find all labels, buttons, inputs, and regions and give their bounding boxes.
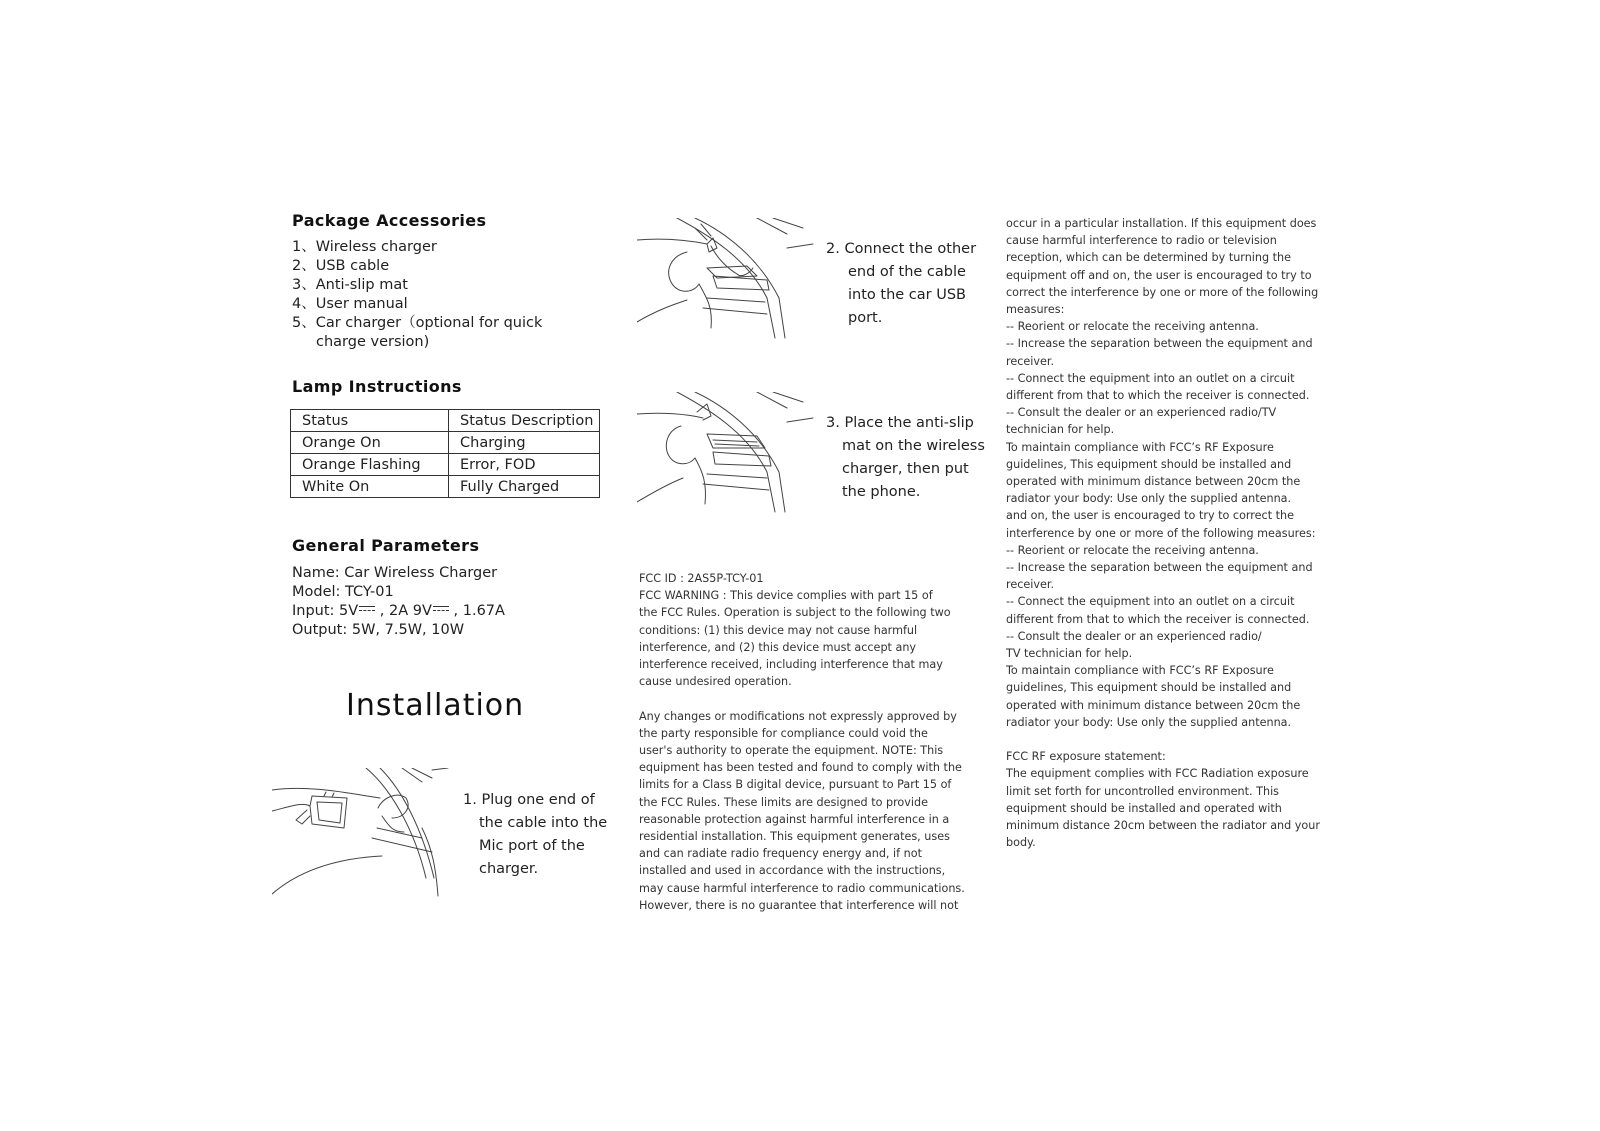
step1-text: [463, 789, 607, 881]
fcc-text-line: user's authority to operate the equipment. NOTE: This: [639, 744, 944, 758]
step-line: the phone.: [842, 484, 921, 500]
fcc-text-line: and can radiate radio frequency energy and, if not: [639, 847, 922, 861]
table-row: [291, 476, 600, 498]
fcc-text-line: limit set forth for uncontrolled environment. This: [1006, 784, 1280, 798]
fcc-text-line: measures:: [1006, 303, 1065, 317]
fcc-text-line: reception, which can be determined by turning the: [1006, 251, 1292, 265]
table-header-row: [291, 410, 600, 432]
fcc-text-line: may cause harmful interference to radio communications.: [639, 881, 965, 895]
fcc-text-line: cause undesired operation.: [639, 675, 792, 689]
step-line: charger.: [479, 861, 539, 877]
fcc-text-line: radiator your body: Use only the supplied antenna.: [1006, 492, 1292, 506]
param-model: Model: TCY-01: [292, 584, 394, 600]
fcc-text-line: To maintain compliance with FCC’s RF Exposure: [1006, 440, 1274, 454]
fcc-text-line: FCC WARNING : This device complies with part 15 of: [639, 589, 933, 603]
package-accessories-heading: Package Accessories: [292, 211, 487, 230]
list-item: 4、User manual: [292, 296, 408, 312]
fcc-text-line: cause harmful interference to radio or television: [1006, 234, 1277, 248]
fcc-text-line: -- Connect the equipment into an outlet on a circuit: [1006, 595, 1295, 609]
param-input-part: , 1.67A: [448, 603, 505, 619]
table-cell: Orange Flashing: [291, 454, 449, 476]
list-item: 3、Anti-slip mat: [292, 277, 408, 293]
fcc-text-line: receiver.: [1006, 578, 1055, 592]
fcc-text-line: conditions: (1) this device may not cause harmful: [639, 623, 918, 637]
dc-symbol-icon: [359, 604, 375, 614]
table-cell: Fully Charged: [449, 476, 600, 498]
fcc-text-line: -- Consult the dealer or an experienced radio/TV: [1006, 406, 1277, 420]
fcc-text-line: -- Increase the separation between the equipment and: [1006, 561, 1313, 575]
fcc-text-line: -- Consult the dealer or an experienced radio/: [1006, 629, 1262, 643]
step-line: charger, then put: [842, 461, 969, 477]
fcc-text-line: receiver.: [1006, 354, 1055, 368]
fcc-text-line: operated with minimum distance between 20cm the: [1006, 698, 1301, 712]
table-header-cell: Status: [291, 410, 449, 432]
table-cell: Charging: [449, 432, 600, 454]
fcc-text-line: limits for a Class B digital device, pursuant to Part 15 of: [639, 778, 952, 792]
fcc-text-line: interference, and (2) this device must accept any: [639, 640, 917, 654]
step-line: 2. Connect the other: [826, 241, 977, 257]
list-item-continuation: charge version): [316, 334, 430, 350]
step-line: 3. Place the anti-slip: [826, 415, 974, 431]
fcc-text-line: residential installation. This equipment generates, uses: [639, 830, 950, 844]
param-output: Output: 5W, 7.5W, 10W: [292, 622, 465, 638]
param-input-part: Input: 5V: [292, 603, 359, 619]
general-parameters: [292, 564, 505, 640]
fcc-text-line: To maintain compliance with FCC’s RF Exposure: [1006, 664, 1274, 678]
table-cell: Error, FOD: [449, 454, 600, 476]
fcc-text-line: [1006, 731, 1320, 748]
package-accessories-list: [292, 238, 542, 352]
step-line: the cable into the: [479, 815, 608, 831]
fcc-text-line: body.: [1006, 836, 1036, 850]
fcc-text-line: guidelines, This equipment should be installed and: [1006, 681, 1292, 695]
table-header-cell: Status Description: [449, 410, 600, 432]
fcc-text-line: interference by one or more of the following measures:: [1006, 526, 1316, 540]
param-name: Name: Car Wireless Charger: [292, 565, 498, 581]
fcc-text-line: equipment has been tested and found to comply with the: [639, 761, 962, 775]
fcc-text-line: radiator your body: Use only the supplied antenna.: [1006, 715, 1292, 729]
table-row: [291, 454, 600, 476]
table-row: [291, 432, 600, 454]
step2-text: [826, 238, 976, 330]
fcc-text-line: technician for help.: [1006, 423, 1115, 437]
step3-illustration: [637, 392, 817, 522]
table-cell: White On: [291, 476, 449, 498]
table-cell: Orange On: [291, 432, 449, 454]
general-parameters-heading: General Parameters: [292, 536, 480, 555]
fcc-text-line: minimum distance 20cm between the radiator and your: [1006, 819, 1320, 833]
step-line: Mic port of the: [479, 838, 585, 854]
fcc-text-line: the FCC Rules. These limits are designed to provide: [639, 795, 928, 809]
fcc-text-line: operated with minimum distance between 20cm the: [1006, 475, 1301, 489]
fcc-text-line: FCC ID : 2AS5P-TCY-01: [639, 572, 764, 585]
list-item: 2、USB cable: [292, 258, 390, 274]
fcc-text-line: occur in a particular installation. If this equipment does: [1006, 217, 1317, 230]
fcc-text-line: equipment off and on, the user is encouraged to try to: [1006, 268, 1312, 282]
step-line: end of the cable: [848, 264, 966, 280]
param-input-part: , 2A 9V: [375, 603, 432, 619]
fcc-text-line: guidelines, This equipment should be installed and: [1006, 457, 1292, 471]
fcc-text-line: FCC RF exposure statement:: [1006, 750, 1166, 764]
fcc-text-line: the party responsible for compliance could void the: [639, 726, 928, 740]
list-item: 1、Wireless charger: [292, 239, 437, 255]
fcc-text-line: reasonable protection against harmful interference in a: [639, 812, 950, 826]
step-line: port.: [848, 310, 883, 326]
lamp-status-table: [290, 409, 600, 498]
fcc-text-line: TV technician for help.: [1006, 647, 1133, 661]
installation-title: Installation: [346, 688, 525, 723]
fcc-text-line: [639, 690, 965, 707]
fcc-text-line: installed and used in accordance with the instructions,: [639, 864, 946, 878]
param-input: [292, 602, 505, 621]
fcc-text-line: interference received, including interference that may: [639, 658, 943, 672]
fcc-text-line: correct the interference by one or more of the following: [1006, 285, 1319, 299]
fcc-statement-middle: [639, 570, 965, 914]
step2-illustration: [637, 218, 817, 348]
step3-text: [826, 412, 985, 504]
list-item: 5、Car charger（optional for quick: [292, 315, 543, 331]
dc-symbol-icon: [433, 604, 449, 614]
fcc-text-line: the FCC Rules. Operation is subject to the following two: [639, 606, 951, 620]
fcc-text-line: different from that to which the receiver is connected.: [1006, 612, 1310, 626]
fcc-text-line: However, there is no guarantee that interference will not: [639, 898, 959, 912]
fcc-text-line: -- Connect the equipment into an outlet on a circuit: [1006, 371, 1295, 385]
fcc-text-line: -- Reorient or relocate the receiving antenna.: [1006, 320, 1259, 334]
fcc-text-line: The equipment complies with FCC Radiation exposure: [1006, 767, 1309, 781]
step-line: mat on the wireless: [842, 438, 985, 454]
fcc-text-line: -- Reorient or relocate the receiving antenna.: [1006, 543, 1259, 557]
fcc-statement-right: [1006, 215, 1320, 852]
step-line: 1. Plug one end of: [463, 792, 595, 808]
fcc-text-line: -- Increase the separation between the equipment and: [1006, 337, 1313, 351]
step1-illustration: [272, 768, 452, 898]
fcc-text-line: Any changes or modifications not expressly approved by: [639, 709, 957, 723]
step-line: into the car USB: [848, 287, 966, 303]
lamp-instructions-heading: Lamp Instructions: [292, 377, 462, 396]
fcc-text-line: different from that to which the receiver is connected.: [1006, 389, 1310, 403]
fcc-text-line: and on, the user is encouraged to try to correct the: [1006, 509, 1295, 523]
fcc-text-line: equipment should be installed and operated with: [1006, 801, 1282, 815]
